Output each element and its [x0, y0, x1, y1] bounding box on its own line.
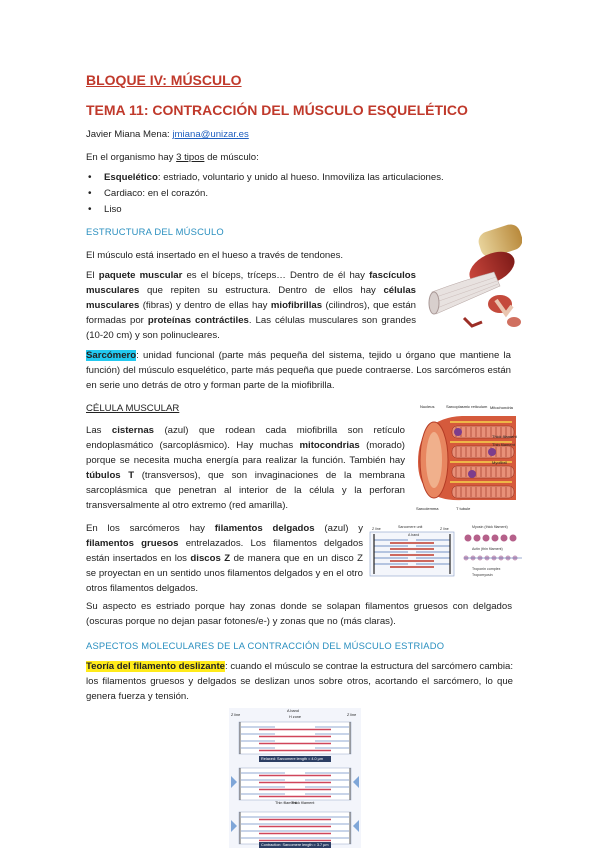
sliding-figure-label: H zone	[289, 715, 302, 719]
sliding-figure-label: Thin filament	[275, 801, 297, 805]
sliding-figure-label: A band	[287, 709, 299, 713]
sliding-filament-figure	[229, 708, 361, 848]
sliding-figure-label: Thick filament	[291, 801, 315, 805]
sarcomere-figure-label: Tropomyosin	[472, 573, 493, 577]
sliding-filament-paragraph	[86, 659, 513, 704]
sliding-figure-label: Relaxed: Sarcomere length = 4.0 µm	[261, 757, 324, 761]
section-cell-title: CÉLULA MUSCULAR	[86, 403, 180, 414]
muscle-type-item: • Cardiaco: en el corazón.	[86, 186, 444, 202]
intro-underlined: 3 tipos	[176, 152, 205, 163]
sliding-figure-label: Z line	[347, 713, 357, 717]
muscle-cell-figure	[412, 402, 524, 516]
muscle-structure-figure	[424, 222, 522, 340]
sarcomere-figure	[368, 520, 524, 586]
intro-pre: En el organismo hay	[86, 152, 177, 163]
sarcomere-figure-label: Myosin (thick filament)	[472, 525, 508, 529]
sarcomere-figure-label: A band	[408, 533, 420, 537]
sliding-figure-label: Contraction: Sarcomere length = 3.7 µm	[261, 843, 329, 847]
sarcomere-text: : unidad funcional (parte más pequeña del sistema, tejido u órgano que mantiene la función) del músculo esquelético, parte más pequeña que puede contraerse. Los sarcómeros están en serie uno detrás de otro y forman parte de la miofibrilla.	[86, 350, 511, 391]
sarcomere-figure-label: Troponin complex	[472, 567, 501, 571]
section1-paragraph-1: El músculo está insertado en el hueso a través de tendones.	[86, 250, 344, 261]
topic-title: TEMA 11: CONTRACCIÓN DEL MÚSCULO ESQUELÉTICO	[86, 102, 468, 118]
cell-paragraph-1: Las cisternas (azul) que rodean cada miofibrilla son retículo endoplasmático (sarcoplásmico). Hay muchas mitocondrias (morado) porque se necesita mucha energía para realizar la función. También hay túbulos T (transversos), que son invaginaciones de la membrana sarcoplásmica que penetran al interior de la célula y la perforan transversalmente al otro extremo (red amarilla).	[86, 425, 406, 511]
cell-figure-label: T tubule	[456, 506, 471, 511]
sarcomere-figure-label: Z line	[372, 527, 381, 531]
muscle-type-item: • Liso	[86, 202, 444, 218]
author-email-link[interactable]: jmiana@unizar.es	[172, 129, 249, 140]
muscle-type-item: • Esquelético: estriado, voluntario y unido al hueso. Inmoviliza las articulaciones.	[86, 170, 444, 186]
sliding-filament-text: : cuando el músculo se contrae la estructura del sarcómero cambia: los filamentos gruesos y delgados se deslizan unos sobre otros, acortando el sarcómero, lo que genera fuerza y tensión.	[86, 661, 513, 702]
section-molecular-title: ASPECTOS MOLECULARES DE LA CONTRACCIÓN DEL MÚSCULO ESTRIADO	[86, 640, 445, 651]
cell-paragraph-3: Su aspecto es estriado porque hay zonas donde se solapan filamentos gruesos con delgados (oscuras porque no dejan pasar fotones/e-) y zonas que no (más claras).	[86, 601, 512, 627]
author-line	[86, 127, 526, 142]
section-structure-title: ESTRUCTURA DEL MÚSCULO	[86, 226, 224, 237]
cell-figure-label: Thick filament	[492, 434, 517, 439]
cell-figure-label: Mitochondria	[490, 405, 513, 410]
sarcomere-term: Sarcómero	[86, 350, 137, 361]
sarcomere-figure-label: Actin (thin filament)	[472, 547, 503, 551]
cell-paragraph-2: En los sarcómeros hay filamentos delgados (azul) y filamentos gruesos entrelazados. Los filamentos delgados están insertados en los discos Z de manera que en un disco Z se proyectan en un sentido unos filamentos delgados y en el otro otros filamentos delgados.	[86, 523, 363, 594]
intro-post: de músculo:	[204, 152, 259, 163]
cell-figure-label: Sarcolemma	[416, 506, 439, 511]
block-title: BLOQUE IV: MÚSCULO	[86, 72, 242, 88]
sarcomere-definition	[86, 348, 511, 393]
sarcomere-figure-label: Z line	[440, 527, 449, 531]
sarcomere-figure-label: Sarcomere unit	[398, 525, 423, 529]
cell-figure-label: Thin filament	[492, 442, 515, 447]
author-name: Javier Miana Mena:	[86, 129, 173, 140]
sliding-figure-label: Z line	[231, 713, 241, 717]
cell-figure-label: Myofibril	[492, 460, 507, 465]
cell-figure-label: Sarcoplasmic reticulum	[446, 404, 488, 409]
muscle-types-list	[86, 170, 444, 218]
section1-paragraph-2: El paquete muscular es el bíceps, tríceps… Dentro de él hay fascículos musculares que repiten su estructura. Dentro de ellos hay células musculares (fibras) y dentro de ellas hay miofibrillas (cilindros), que están formadas por proteínas contráctiles. Las células musculares son grandes (10-20 cm) y son polinucleares.	[86, 270, 417, 341]
cell-figure-label: Nucleus	[420, 404, 435, 409]
sliding-filament-term: Teoría del filamento deslizante	[86, 661, 225, 672]
intro-line	[86, 150, 526, 165]
